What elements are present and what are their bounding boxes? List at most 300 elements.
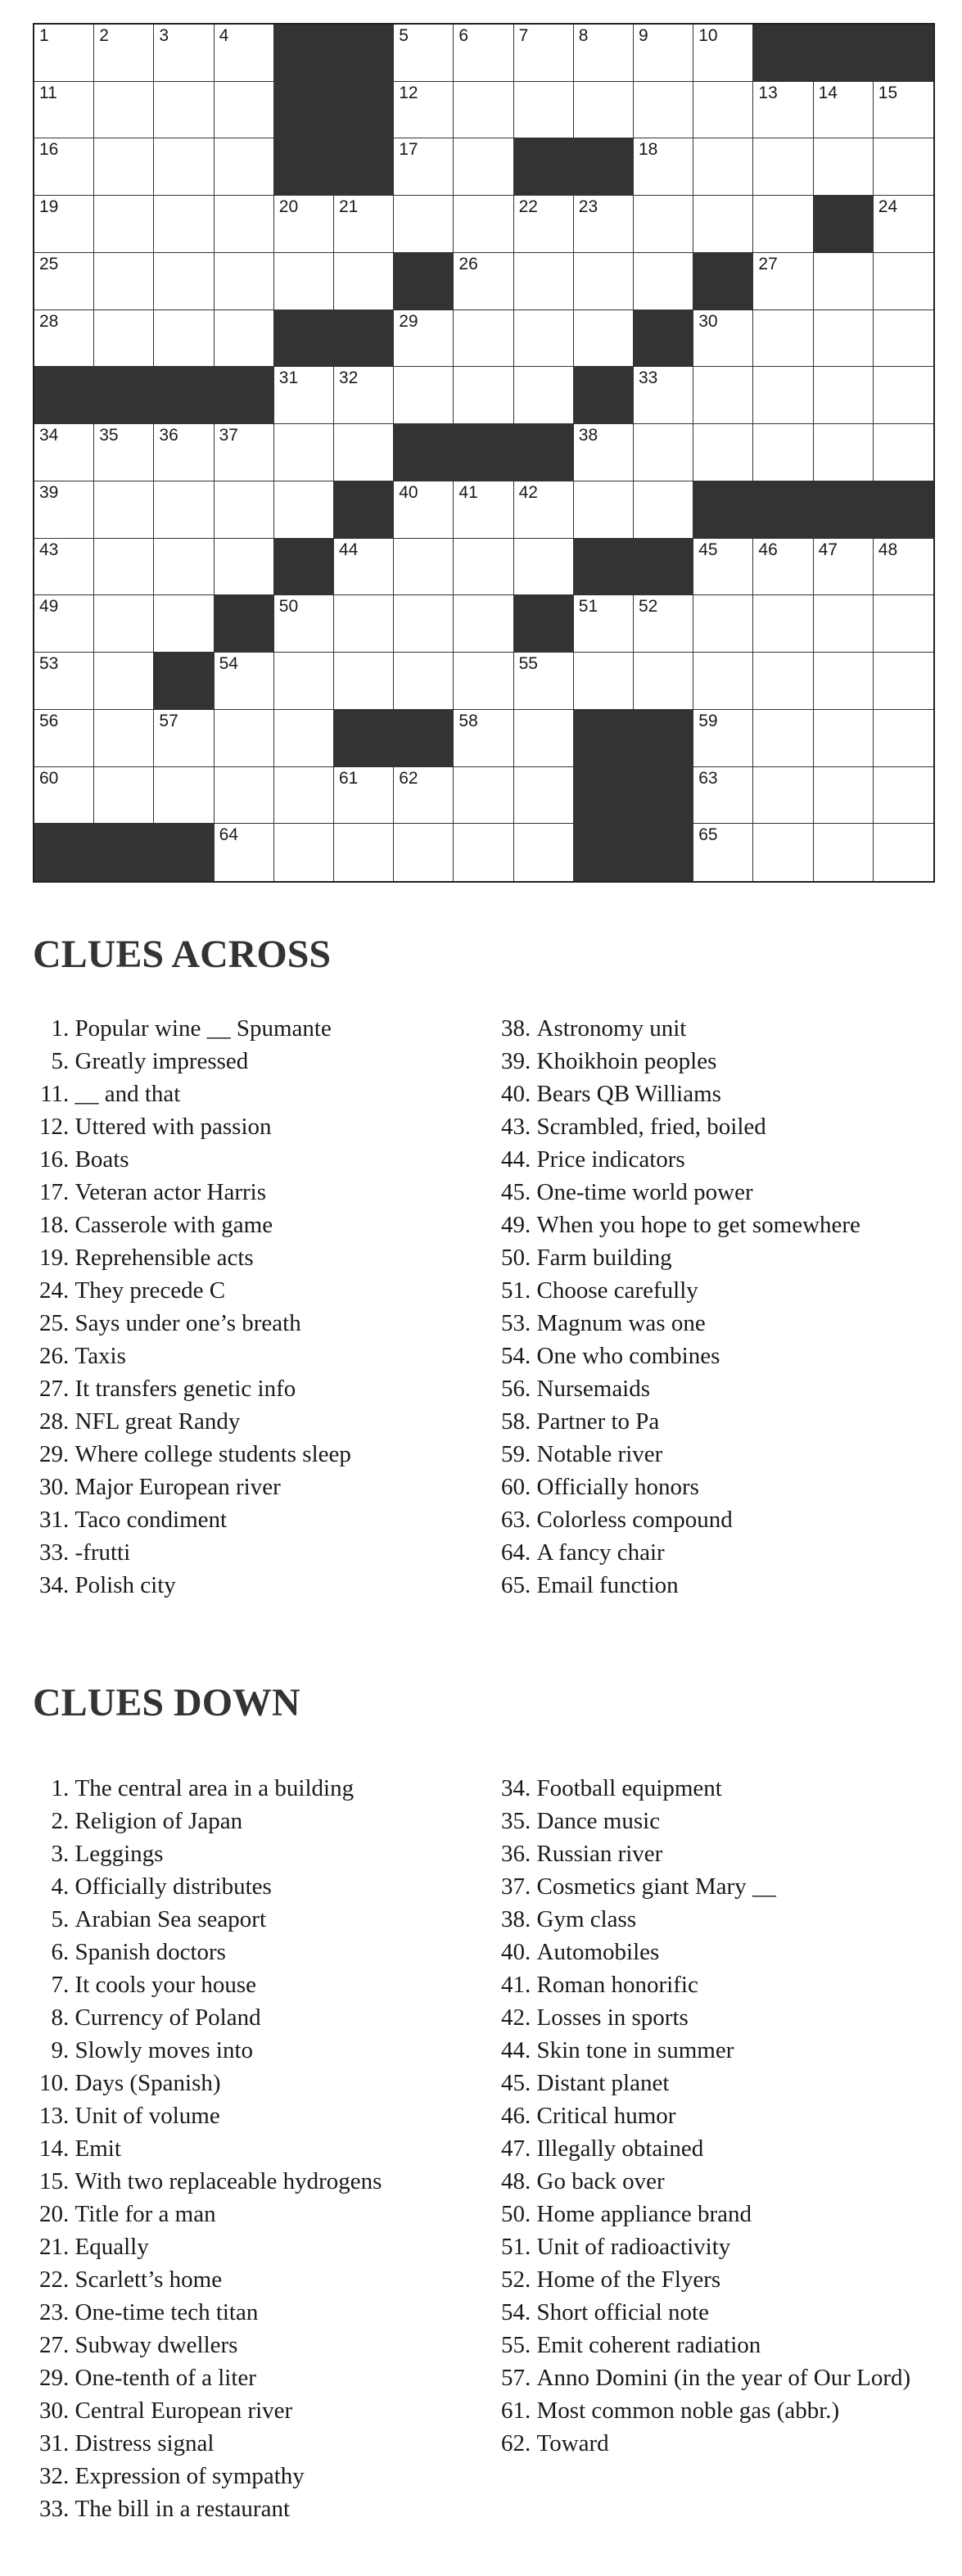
- grid-cell[interactable]: [753, 767, 813, 825]
- cell-number: 9: [638, 26, 648, 45]
- grid-cell[interactable]: [874, 138, 933, 196]
- grid-cell[interactable]: [154, 253, 214, 310]
- cell-number: 64: [219, 825, 238, 845]
- grid-cell[interactable]: [574, 25, 634, 82]
- grid-cell[interactable]: [394, 539, 454, 596]
- clue-text: Religion of Japan: [75, 1808, 243, 1834]
- grid-cell[interactable]: [454, 82, 513, 139]
- grid-cell[interactable]: [693, 424, 753, 481]
- grid-cell[interactable]: [693, 310, 753, 368]
- grid-cell[interactable]: [34, 310, 94, 368]
- clue-number: 26.: [39, 1343, 70, 1369]
- grid-cell[interactable]: [94, 196, 154, 253]
- grid-cell[interactable]: [514, 196, 574, 253]
- grid-cell[interactable]: [753, 824, 813, 881]
- clue-item: [501, 1903, 960, 1936]
- grid-cell[interactable]: [753, 653, 813, 710]
- grid-cell[interactable]: [215, 82, 274, 139]
- grid-cell[interactable]: [574, 424, 634, 481]
- grid-cell[interactable]: [154, 424, 214, 481]
- grid-cell[interactable]: [753, 253, 813, 310]
- grid-cell[interactable]: [394, 767, 454, 825]
- grid-cell[interactable]: [514, 310, 574, 368]
- grid-cell[interactable]: [34, 767, 94, 825]
- grid-cell[interactable]: [154, 767, 214, 825]
- grid-cell[interactable]: [634, 595, 693, 653]
- grid-cell[interactable]: [874, 253, 933, 310]
- grid-cell[interactable]: [874, 82, 933, 139]
- black-square: [574, 824, 634, 881]
- grid-cell[interactable]: [693, 196, 753, 253]
- grid-cell[interactable]: [154, 310, 214, 368]
- grid-cell[interactable]: [514, 539, 574, 596]
- grid-cell[interactable]: [514, 367, 574, 424]
- grid-cell[interactable]: [634, 653, 693, 710]
- clue-item: [501, 2034, 960, 2067]
- grid-cell[interactable]: [814, 82, 874, 139]
- grid-cell[interactable]: [514, 82, 574, 139]
- clue-item: [39, 1078, 498, 1110]
- clue-number: 59.: [501, 1441, 531, 1467]
- grid-cell[interactable]: [154, 196, 214, 253]
- grid-cell[interactable]: [34, 138, 94, 196]
- grid-cell[interactable]: [394, 824, 454, 881]
- grid-cell[interactable]: [274, 595, 334, 653]
- clue-item: [39, 1772, 498, 1805]
- cell-number: 3: [159, 26, 169, 45]
- black-square: [874, 25, 933, 82]
- grid-cell[interactable]: [814, 539, 874, 596]
- cell-number: 21: [338, 197, 359, 217]
- black-square: [753, 481, 813, 539]
- black-square: [574, 710, 634, 767]
- clue-text: Roman honorific: [536, 1972, 698, 1998]
- cell-number: 8: [578, 26, 589, 45]
- grid-cell[interactable]: [274, 653, 334, 710]
- grid-cell[interactable]: [394, 196, 454, 253]
- grid-cell[interactable]: [874, 595, 933, 653]
- clue-item: [501, 1805, 960, 1837]
- grid-cell[interactable]: [154, 595, 214, 653]
- clue-text: When you hope to get somewhere: [536, 1212, 860, 1238]
- grid-cell[interactable]: [454, 824, 513, 881]
- grid-cell[interactable]: [274, 824, 334, 881]
- clue-item: [39, 1372, 498, 1405]
- grid-cell[interactable]: [753, 710, 813, 767]
- grid-cell[interactable]: [874, 424, 933, 481]
- grid-cell[interactable]: [94, 653, 154, 710]
- grid-cell[interactable]: [34, 539, 94, 596]
- grid-cell[interactable]: [154, 481, 214, 539]
- grid-cell[interactable]: [574, 653, 634, 710]
- grid-cell[interactable]: [454, 253, 513, 310]
- clue-number: 44.: [501, 1146, 531, 1173]
- cell-number: 4: [219, 26, 229, 45]
- grid-cell[interactable]: [334, 196, 394, 253]
- clue-text: Toward: [536, 2430, 609, 2456]
- grid-cell[interactable]: [274, 767, 334, 825]
- grid-cell[interactable]: [454, 653, 513, 710]
- grid-cell[interactable]: [94, 767, 154, 825]
- grid-cell[interactable]: [814, 653, 874, 710]
- grid-cell[interactable]: [574, 595, 634, 653]
- grid-cell[interactable]: [693, 824, 753, 881]
- clue-text: They precede C: [75, 1277, 226, 1304]
- grid-cell[interactable]: [94, 253, 154, 310]
- grid-cell[interactable]: [34, 25, 94, 82]
- grid-cell[interactable]: [154, 82, 214, 139]
- grid-cell[interactable]: [94, 82, 154, 139]
- grid-cell[interactable]: [34, 253, 94, 310]
- grid-cell[interactable]: [514, 481, 574, 539]
- grid-cell[interactable]: [94, 138, 154, 196]
- clue-number: 5.: [51, 1048, 70, 1074]
- grid-cell[interactable]: [874, 710, 933, 767]
- grid-cell[interactable]: [34, 424, 94, 481]
- clue-number: 56.: [501, 1376, 531, 1402]
- cell-number: 48: [878, 540, 898, 559]
- clue-text: Unit of radioactivity: [536, 2234, 731, 2260]
- cell-number: 58: [458, 711, 478, 730]
- clue-number: 39.: [501, 1048, 531, 1074]
- grid-cell[interactable]: [94, 25, 154, 82]
- grid-cell[interactable]: [814, 710, 874, 767]
- black-square: [514, 424, 574, 481]
- clue-number: 21.: [39, 2234, 70, 2260]
- grid-cell[interactable]: [454, 595, 513, 653]
- grid-cell[interactable]: [693, 25, 753, 82]
- black-square: [334, 25, 394, 82]
- grid-cell[interactable]: [454, 138, 513, 196]
- cell-number: 27: [758, 254, 778, 273]
- grid-cell[interactable]: [454, 25, 513, 82]
- grid-cell[interactable]: [94, 310, 154, 368]
- grid-cell[interactable]: [394, 653, 454, 710]
- clue-item: [39, 1936, 498, 1968]
- clue-number: 41.: [501, 1972, 531, 1998]
- clue-item: [501, 1012, 960, 1045]
- clue-text: Arabian Sea seaport: [75, 1906, 267, 1932]
- clue-item: [39, 2263, 498, 2296]
- grid-cell[interactable]: [94, 710, 154, 767]
- grid-cell[interactable]: [814, 824, 874, 881]
- grid-cell[interactable]: [814, 138, 874, 196]
- grid-cell[interactable]: [94, 424, 154, 481]
- grid-cell[interactable]: [693, 595, 753, 653]
- grid-cell[interactable]: [334, 595, 394, 653]
- grid-cell[interactable]: [634, 481, 693, 539]
- cell-number: 29: [399, 311, 418, 331]
- grid-cell[interactable]: [334, 653, 394, 710]
- grid-cell[interactable]: [215, 767, 274, 825]
- grid-cell[interactable]: [574, 196, 634, 253]
- grid-cell[interactable]: [693, 539, 753, 596]
- grid-cell[interactable]: [394, 25, 454, 82]
- clue-text: With two replaceable hydrogens: [75, 2168, 382, 2194]
- grid-cell[interactable]: [874, 196, 933, 253]
- clue-text: Khoikhoin peoples: [536, 1048, 717, 1074]
- grid-cell[interactable]: [753, 539, 813, 596]
- clue-number: 32.: [39, 2463, 70, 2489]
- clue-number: 58.: [501, 1408, 531, 1435]
- cell-number: 42: [518, 482, 538, 502]
- cell-number: 54: [219, 654, 238, 674]
- grid-cell[interactable]: [334, 367, 394, 424]
- clue-text: Polish city: [75, 1572, 176, 1598]
- grid-cell[interactable]: [514, 253, 574, 310]
- black-square: [693, 481, 753, 539]
- grid-cell[interactable]: [454, 367, 513, 424]
- grid-cell[interactable]: [574, 253, 634, 310]
- grid-cell[interactable]: [94, 481, 154, 539]
- black-square: [334, 82, 394, 139]
- grid-cell[interactable]: [394, 595, 454, 653]
- grid-cell[interactable]: [874, 367, 933, 424]
- cell-number: 33: [638, 368, 658, 388]
- grid-cell[interactable]: [814, 424, 874, 481]
- grid-cell[interactable]: [634, 367, 693, 424]
- grid-cell[interactable]: [215, 253, 274, 310]
- grid-cell[interactable]: [514, 767, 574, 825]
- clue-item: [501, 1078, 960, 1110]
- grid-cell[interactable]: [274, 367, 334, 424]
- clue-number: 4.: [51, 1873, 70, 1900]
- grid-cell[interactable]: [154, 138, 214, 196]
- grid-cell[interactable]: [34, 653, 94, 710]
- clue-item: [39, 2329, 498, 2361]
- clue-item: [501, 1372, 960, 1405]
- clue-text: A fancy chair: [536, 1539, 665, 1566]
- cell-number: 7: [518, 26, 529, 45]
- grid-cell[interactable]: [574, 82, 634, 139]
- grid-cell[interactable]: [34, 595, 94, 653]
- clue-text: Colorless compound: [536, 1507, 733, 1533]
- clue-number: 33.: [39, 2496, 70, 2522]
- grid-cell[interactable]: [514, 653, 574, 710]
- clue-item: [39, 1837, 498, 1870]
- cell-number: 16: [39, 140, 59, 160]
- cell-number: 46: [758, 540, 778, 559]
- clue-number: 19.: [39, 1245, 70, 1271]
- cell-number: 52: [638, 597, 658, 617]
- grid-cell[interactable]: [753, 595, 813, 653]
- grid-cell[interactable]: [454, 481, 513, 539]
- clue-item: [501, 2427, 960, 2460]
- grid-cell[interactable]: [693, 653, 753, 710]
- grid-cell[interactable]: [334, 424, 394, 481]
- clue-item: [501, 1536, 960, 1569]
- black-square: [634, 710, 693, 767]
- grid-cell[interactable]: [753, 196, 813, 253]
- clue-text: Currency of Poland: [75, 2004, 261, 2031]
- clue-text: Where college students sleep: [75, 1441, 351, 1467]
- clue-item: [501, 1176, 960, 1209]
- grid-cell[interactable]: [215, 539, 274, 596]
- grid-cell[interactable]: [874, 539, 933, 596]
- cell-number: 55: [518, 654, 538, 674]
- grid-cell[interactable]: [874, 824, 933, 881]
- grid-cell[interactable]: [34, 82, 94, 139]
- clue-item: [501, 2296, 960, 2329]
- grid-cell[interactable]: [334, 767, 394, 825]
- clue-item: [39, 2394, 498, 2427]
- grid-cell[interactable]: [334, 824, 394, 881]
- grid-cell[interactable]: [394, 82, 454, 139]
- grid-cell[interactable]: [814, 310, 874, 368]
- grid-cell[interactable]: [753, 310, 813, 368]
- clue-number: 49.: [501, 1212, 531, 1238]
- clue-number: 51.: [501, 2234, 531, 2260]
- black-square: [514, 138, 574, 196]
- grid-cell[interactable]: [454, 196, 513, 253]
- cell-number: 35: [99, 426, 119, 445]
- grid-cell[interactable]: [693, 138, 753, 196]
- grid-cell[interactable]: [215, 653, 274, 710]
- clue-number: 47.: [501, 2135, 531, 2162]
- clue-text: Partner to Pa: [536, 1408, 660, 1435]
- grid-cell[interactable]: [94, 539, 154, 596]
- grid-cell[interactable]: [274, 481, 334, 539]
- black-square: [634, 310, 693, 368]
- grid-cell[interactable]: [94, 595, 154, 653]
- grid-cell[interactable]: [634, 25, 693, 82]
- clue-text: Emit: [75, 2135, 121, 2162]
- grid-cell[interactable]: [215, 25, 274, 82]
- grid-cell[interactable]: [215, 481, 274, 539]
- cell-number: 51: [578, 597, 598, 617]
- grid-cell[interactable]: [693, 367, 753, 424]
- clue-item: [39, 2427, 498, 2460]
- grid-cell[interactable]: [34, 196, 94, 253]
- black-square: [154, 367, 214, 424]
- black-square: [454, 424, 513, 481]
- grid-cell[interactable]: [874, 310, 933, 368]
- grid-cell[interactable]: [394, 367, 454, 424]
- grid-cell[interactable]: [753, 138, 813, 196]
- grid-cell[interactable]: [454, 539, 513, 596]
- clue-text: Spanish doctors: [75, 1939, 226, 1965]
- clue-number: 25.: [39, 1310, 70, 1336]
- grid-cell[interactable]: [874, 653, 933, 710]
- grid-cell[interactable]: [274, 424, 334, 481]
- grid-cell[interactable]: [574, 310, 634, 368]
- grid-cell[interactable]: [814, 367, 874, 424]
- grid-cell[interactable]: [514, 824, 574, 881]
- grid-cell[interactable]: [215, 710, 274, 767]
- cell-number: 17: [399, 140, 418, 160]
- clue-item: [501, 2263, 960, 2296]
- grid-cell[interactable]: [634, 82, 693, 139]
- grid-cell[interactable]: [334, 253, 394, 310]
- clue-item: [39, 1340, 498, 1372]
- grid-cell[interactable]: [34, 710, 94, 767]
- grid-cell[interactable]: [814, 767, 874, 825]
- grid-cell[interactable]: [334, 539, 394, 596]
- grid-cell[interactable]: [814, 253, 874, 310]
- grid-cell[interactable]: [634, 424, 693, 481]
- grid-cell[interactable]: [574, 481, 634, 539]
- grid-cell[interactable]: [693, 767, 753, 825]
- cell-number: 41: [458, 482, 478, 502]
- grid-cell[interactable]: [753, 424, 813, 481]
- cell-number: 12: [399, 83, 418, 102]
- clue-item: [39, 1569, 498, 1602]
- clue-item: [501, 1438, 960, 1471]
- grid-cell[interactable]: [874, 767, 933, 825]
- grid-cell[interactable]: [454, 710, 513, 767]
- clue-item: [39, 1438, 498, 1471]
- clue-item: [501, 2198, 960, 2230]
- clues-down-heading: CLUES DOWN: [33, 1681, 300, 1724]
- clue-text: Short official note: [536, 2299, 709, 2325]
- grid-cell[interactable]: [215, 196, 274, 253]
- grid-cell[interactable]: [215, 824, 274, 881]
- clue-text: Central European river: [75, 2397, 293, 2424]
- cell-number: 50: [278, 597, 299, 617]
- clue-text: Dance music: [536, 1808, 661, 1834]
- clue-number: 45.: [501, 1179, 531, 1205]
- grid-cell[interactable]: [215, 310, 274, 368]
- clue-text: Uttered with passion: [75, 1114, 272, 1140]
- clue-item: [39, 1143, 498, 1176]
- grid-cell[interactable]: [274, 196, 334, 253]
- grid-cell[interactable]: [154, 25, 214, 82]
- clue-item: [39, 1045, 498, 1078]
- grid-cell[interactable]: [274, 710, 334, 767]
- clue-item: [39, 1176, 498, 1209]
- clue-item: [501, 2394, 960, 2427]
- clue-item: [501, 1209, 960, 1241]
- clue-item: [39, 2361, 498, 2394]
- grid-cell[interactable]: [814, 595, 874, 653]
- cell-number: 40: [399, 482, 418, 502]
- clue-item: [501, 1110, 960, 1143]
- clue-number: 35.: [501, 1808, 531, 1834]
- grid-cell[interactable]: [394, 481, 454, 539]
- grid-cell[interactable]: [34, 481, 94, 539]
- grid-cell[interactable]: [753, 367, 813, 424]
- clue-number: 38.: [501, 1906, 531, 1932]
- grid-cell[interactable]: [454, 310, 513, 368]
- clue-text: Anno Domini (in the year of Our Lord): [536, 2365, 911, 2391]
- clue-text: The bill in a restaurant: [75, 2496, 291, 2522]
- grid-cell[interactable]: [394, 310, 454, 368]
- grid-cell[interactable]: [514, 710, 574, 767]
- grid-cell[interactable]: [634, 138, 693, 196]
- clue-text: Veteran actor Harris: [75, 1179, 266, 1205]
- clue-text: Gym class: [536, 1906, 637, 1932]
- clue-number: 23.: [39, 2299, 70, 2325]
- black-square: [514, 595, 574, 653]
- grid-cell[interactable]: [394, 138, 454, 196]
- grid-cell[interactable]: [154, 710, 214, 767]
- grid-cell[interactable]: [215, 424, 274, 481]
- grid-cell[interactable]: [514, 25, 574, 82]
- cell-number: 49: [39, 597, 59, 617]
- clue-item: [501, 1340, 960, 1372]
- grid-cell[interactable]: [274, 253, 334, 310]
- clue-text: Taxis: [75, 1343, 126, 1369]
- grid-cell[interactable]: [634, 196, 693, 253]
- grid-cell[interactable]: [454, 767, 513, 825]
- grid-cell[interactable]: [693, 710, 753, 767]
- grid-cell[interactable]: [154, 539, 214, 596]
- grid-cell[interactable]: [693, 82, 753, 139]
- grid-cell[interactable]: [215, 138, 274, 196]
- cell-number: 28: [39, 311, 59, 331]
- grid-cell[interactable]: [753, 82, 813, 139]
- grid-cell[interactable]: [634, 253, 693, 310]
